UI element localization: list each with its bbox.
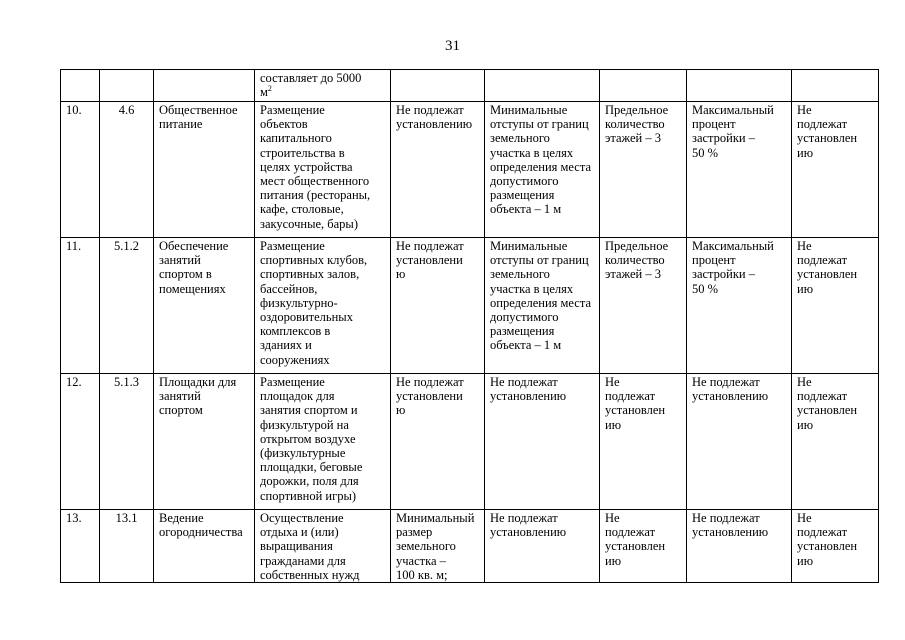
cell-plot-size: Не подлежат установлению (391, 102, 485, 238)
cell-code: 5.1.3 (100, 374, 154, 510)
cell-coverage (687, 70, 792, 102)
table-row (61, 374, 879, 510)
cell-name: Ведение огородничества (154, 510, 255, 583)
cell-setbacks: Не подлежат установлению (485, 374, 600, 510)
table-row (61, 510, 879, 583)
cell-num: 11. (61, 238, 100, 374)
cell-setbacks: Не подлежат установлению (485, 510, 600, 583)
cell-description: Осуществление отдыха и (или) выращивания гражданами для собственных нужд (255, 510, 391, 583)
cell-other: Не подлежат установлен ию (792, 102, 879, 238)
cell-coverage: Максимальный процент застройки – 50 % (687, 238, 792, 374)
cell-code: 13.1 (100, 510, 154, 583)
regulations-table (60, 69, 879, 583)
cell-name (154, 70, 255, 102)
cell-num (61, 70, 100, 102)
cell-other (792, 70, 879, 102)
cell-floors: Предельное количество этажей – 3 (600, 238, 687, 374)
table-row (61, 238, 879, 374)
cell-code (100, 70, 154, 102)
cell-floors: Не подлежат установлен ию (600, 510, 687, 583)
cell-description: Размещение площадок для занятия спортом и физкультурой на открытом воздухе (физкультурные площадки, беговые дорожки, поля для спортивной игры) (255, 374, 391, 510)
cell-other: Не подлежат установлен ию (792, 238, 879, 374)
cell-description: Размещение спортивных клубов, спортивных залов, бассейнов, физкультурно- оздоровительных комплексов в зданиях и сооружениях (255, 238, 391, 374)
cell-other: Не подлежат установлен ию (792, 510, 879, 583)
cell-floors (600, 70, 687, 102)
table-row-continuation (61, 70, 879, 102)
cell-num: 13. (61, 510, 100, 583)
cell-code: 4.6 (100, 102, 154, 238)
cell-setbacks: Минимальные отступы от границ земельного участка в целях определения места допустимого размещения объекта – 1 м (485, 102, 600, 238)
table-row (61, 102, 879, 238)
cell-code: 5.1.2 (100, 238, 154, 374)
cell-name: Обеспечение занятий спортом в помещениях (154, 238, 255, 374)
cell-num: 10. (61, 102, 100, 238)
cell-setbacks (485, 70, 600, 102)
cell-floors: Предельное количество этажей – 3 (600, 102, 687, 238)
cell-name: Площадки для занятий спортом (154, 374, 255, 510)
cell-plot-size (391, 70, 485, 102)
cell-name: Общественное питание (154, 102, 255, 238)
continuation-text: составляет до 5000 (260, 71, 362, 85)
cell-coverage: Максимальный процент застройки – 50 % (687, 102, 792, 238)
cell-description (255, 70, 391, 102)
cell-coverage: Не подлежат установлению (687, 374, 792, 510)
cell-coverage: Не подлежат установлению (687, 510, 792, 583)
cell-setbacks: Минимальные отступы от границ земельного участка в целях определения места допустимого размещения объекта – 1 м (485, 238, 600, 374)
continuation-unit-sup: 2 (267, 84, 272, 94)
page-number: 31 (445, 38, 460, 54)
cell-other: Не подлежат установлен ию (792, 374, 879, 510)
cell-num: 12. (61, 374, 100, 510)
cell-plot-size: Не подлежат установлени ю (391, 374, 485, 510)
cell-description: Размещение объектов капитального строительства в целях устройства мест общественного питания (рестораны, кафе, столовые, закусочные, бары) (255, 102, 391, 238)
cell-floors: Не подлежат установлен ию (600, 374, 687, 510)
cell-plot-size: Не подлежат установлени ю (391, 238, 485, 374)
continuation-unit: м (260, 85, 268, 100)
cell-plot-size: Минимальный размер земельного участка – 100 кв. м; (391, 510, 485, 583)
